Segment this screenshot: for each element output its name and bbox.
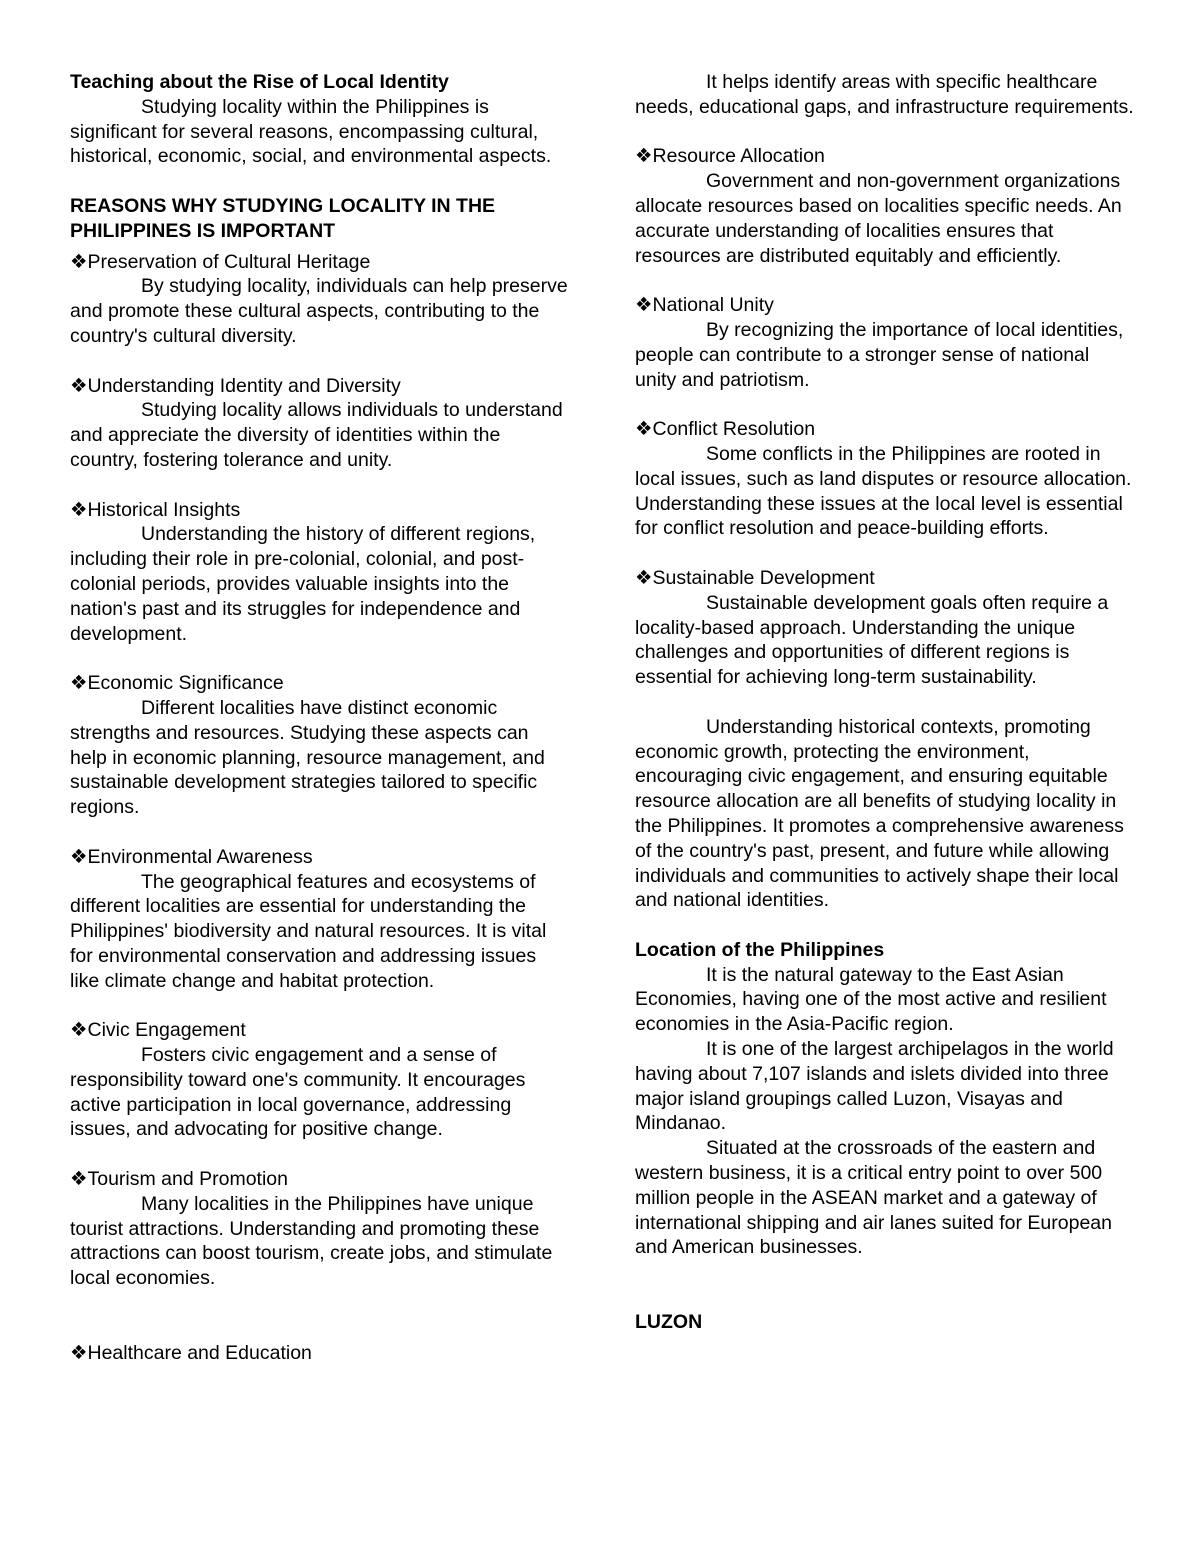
reason-item [635,417,1135,541]
reason-item [70,845,570,994]
diamond-bullet-icon: ❖ [635,145,653,168]
reason-body: Studying locality allows individuals to understand and appreciate the diversity of identities within the country, fostering tolerance and unity. [70,399,563,471]
reason-body: Sustainable development goals often require a locality-based approach. Understanding the unique challenges and opportunities of different regions is essential for achieving long-term sustainability. [635,591,1109,689]
location-heading: Location of the Philippines [635,938,885,961]
reason-body: Government and non-government organizations allocate resources based on localities specific needs. An accurate understanding of localities ensures that resources are distributed equitably and efficiently. [635,170,1122,267]
reasons-heading-line-1: REASONS WHY STUDYING LOCALITY IN THE [70,194,496,217]
diamond-bullet-icon: ❖ [70,1019,88,1042]
reason-body: By recognizing the importance of local identities, people can contribute to a stronger sense of national unity and patriotism. [635,318,1124,391]
reason-item [70,671,570,820]
reason-title: Environmental Awareness [87,845,313,868]
diamond-bullet-icon: ❖ [70,672,88,695]
reason-title: Conflict Resolution [652,418,816,441]
diamond-bullet-icon: ❖ [70,374,88,397]
reason-title: National Unity [652,294,774,317]
luzon-heading: LUZON [635,1310,703,1333]
reasons-heading-line-2: PHILIPPINES IS IMPORTANT [70,219,336,242]
reason-body: Some conflicts in the Philippines are rooted in local issues, such as land disputes or resource allocation. Understanding these issues at the local level is essential for conflict resolution and peace-building efforts. [635,442,1132,540]
reason-title: Healthcare and Education [87,1341,312,1364]
reason-body: The geographical features and ecosystems of different localities are essential for understanding the Philippines' biodiversity and natural resources. It is vital for environmental conservation and addressing issues like climate change and habitat protection. [70,870,547,992]
diamond-bullet-icon: ❖ [635,418,653,441]
reason-item [70,1341,570,1366]
diamond-bullet-icon: ❖ [70,1341,88,1364]
healthcare-body: It helps identify areas with specific healthcare needs, educational gaps, and infrastructure requirements. [635,71,1134,118]
reason-item [635,566,1135,690]
reason-title: Understanding Identity and Diversity [87,374,401,397]
diamond-bullet-icon: ❖ [635,566,653,589]
reason-title: Historical Insights [87,498,241,521]
reason-body: By studying locality, individuals can help preserve and promote these cultural aspects, contributing to the country's cultural diversity. [70,275,568,347]
reason-title: Civic Engagement [87,1019,246,1042]
intro-paragraph: Studying locality within the Philippines is significant for several reasons, encompassing cultural, historical, economic, social, and environmental aspects. [70,95,552,168]
left-column [70,70,570,1365]
diamond-bullet-icon: ❖ [70,498,88,521]
reasons-heading [70,194,570,244]
reason-title: Tourism and Promotion [87,1168,288,1191]
reason-body: Understanding the history of different regions, including their role in pre-colonial, colonial, and post-colonial periods, provides valuable insights into the nation's past and its struggles for independence and development. [70,523,536,645]
reason-item [70,498,570,647]
reason-item [635,293,1135,392]
reason-item [635,144,1135,268]
summary-paragraph: Understanding historical contexts, promoting economic growth, protecting the environment, encouraging civic engagement, and ensuring equitable resource allocation are all benefits of studying locality in the Philippines. It promotes a comprehensive awareness of the country's past, present, and future while allowing individuals and communities to actively shape their local and national identities. [635,715,1124,912]
location-paragraph: It is one of the largest archipelagos in the world having about 7,107 islands and islets divided into three major island groupings called Luzon, Visayas and Mindanao. [635,1038,1114,1135]
diamond-bullet-icon: ❖ [70,1168,88,1191]
location-paragraph: Situated at the crossroads of the eastern and western business, it is a critical entry point to over 500 million people in the ASEAN market and a gateway of international shipping and air lanes suited for European and American businesses. [635,1137,1112,1259]
reason-body: Different localities have distinct economic strengths and resources. Studying these aspects can help in economic planning, resource management, and sustainable development strategies tailored to specific regions. [70,696,545,819]
reason-title: Preservation of Cultural Heritage [87,250,371,273]
reason-body: Many localities in the Philippines have unique tourist attractions. Understanding and promoting these attractions can boost tourism, create jobs, and stimulate local economies. [70,1192,553,1290]
reason-item [70,374,570,473]
diamond-bullet-icon: ❖ [70,250,88,273]
diamond-bullet-icon: ❖ [635,294,653,317]
reason-title: Economic Significance [87,672,284,695]
spacer [70,169,570,194]
diamond-bullet-icon: ❖ [70,845,88,868]
reason-item [70,250,570,349]
reason-item [70,1167,570,1291]
reason-item [70,1018,570,1142]
right-column [635,70,1135,1335]
location-paragraph: It is the natural gateway to the East Asian Economies, having one of the most active and resilient economies in the Asia-Pacific region. [635,963,1107,1036]
reason-body: Fosters civic engagement and a sense of responsibility toward one's community. It encourages active participation in local governance, addressing issues, and advocating for positive change. [70,1044,526,1141]
reason-title: Resource Allocation [652,145,825,168]
reason-title: Sustainable Development [652,566,875,589]
section-title: Teaching about the Rise of Local Identity [70,71,449,93]
